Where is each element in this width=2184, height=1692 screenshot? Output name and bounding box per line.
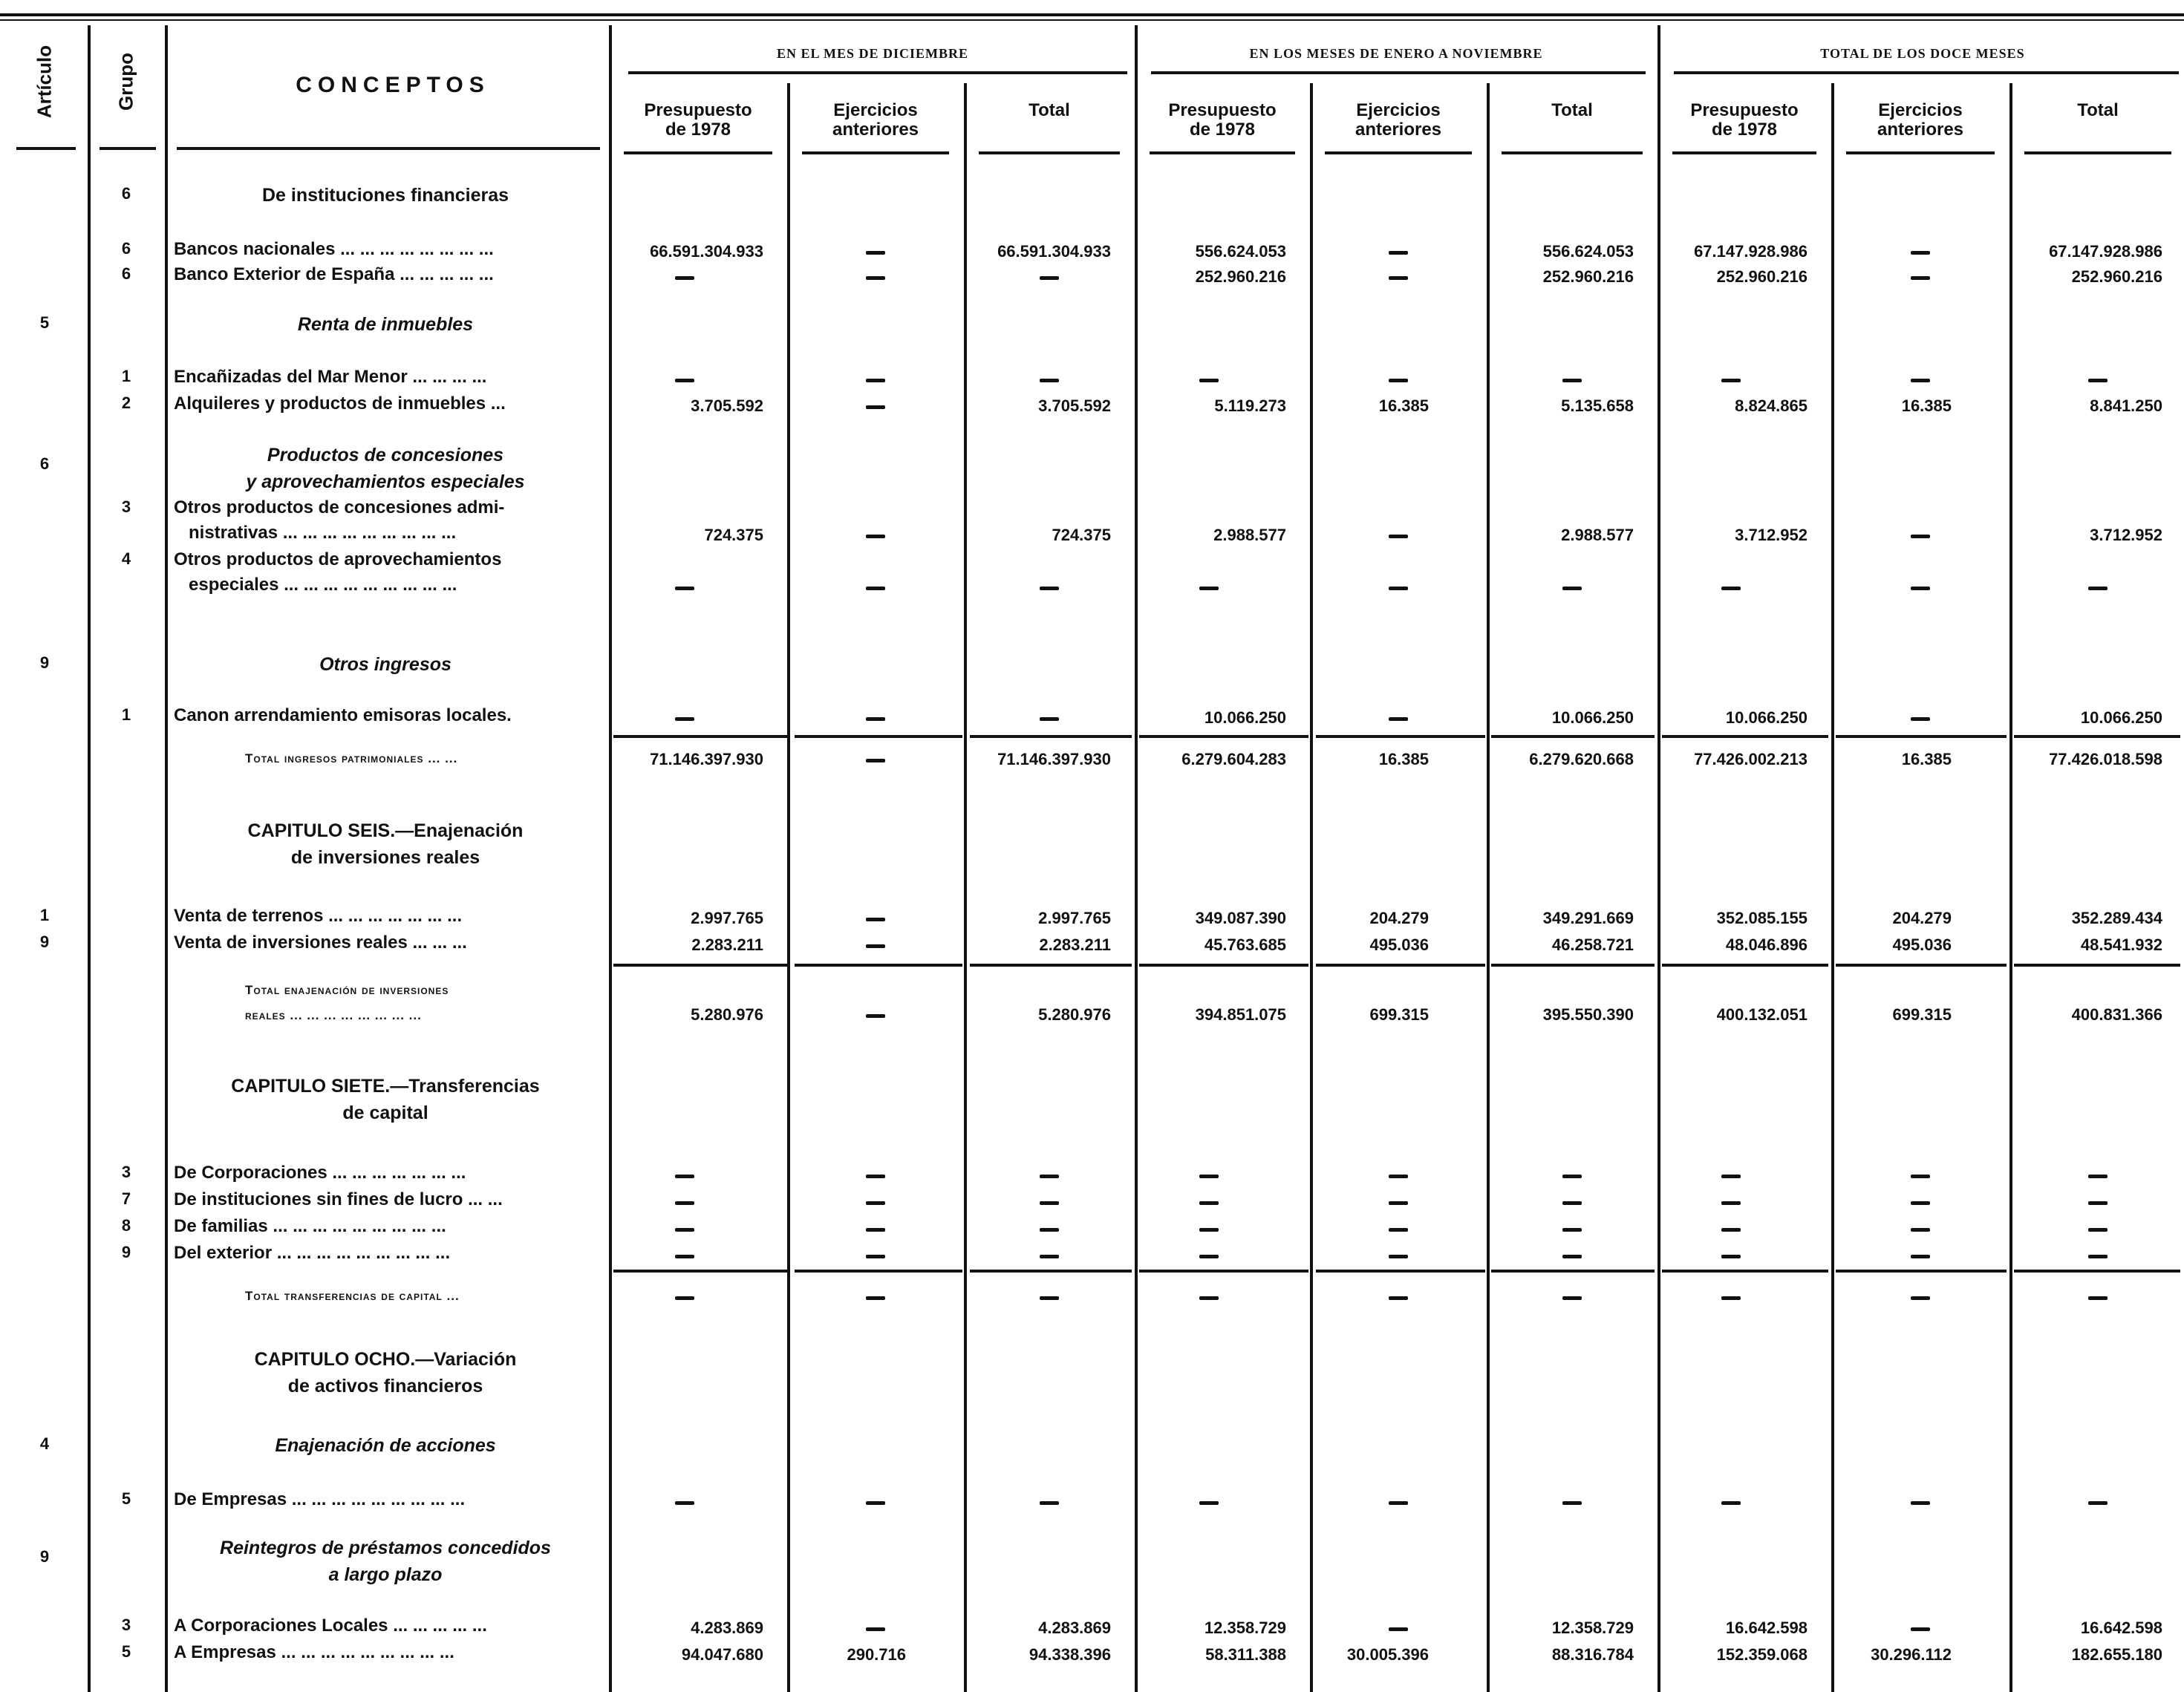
dash-mark [1721, 379, 1741, 382]
dash-mark [866, 379, 885, 382]
grupo-number: 1 [121, 705, 131, 724]
dash-mark [866, 405, 885, 409]
value-cell: 16.642.598 [2080, 1618, 2162, 1637]
value-cell: 58.311.388 [1205, 1645, 1286, 1664]
dash-mark [1721, 1296, 1741, 1300]
value-cell: 71.146.397.930 [997, 750, 1111, 768]
grupo-number: 7 [121, 1189, 131, 1208]
value-cell: 352.085.155 [1716, 909, 1807, 927]
total-rule [1316, 735, 1485, 738]
grupo-number: 3 [121, 1616, 131, 1634]
subheader-underline [802, 151, 949, 154]
concept-label: Alquileres y productos de inmuebles ... [174, 393, 506, 414]
dash-mark [1389, 1175, 1408, 1178]
concept-label: Otros productos de concesiones admi- [174, 497, 505, 517]
col-line [2009, 83, 2012, 1692]
value-cell: 252.960.216 [2071, 267, 2162, 286]
dash-mark [2088, 1228, 2108, 1232]
col-line [1831, 83, 1834, 1692]
value-cell: 8.824.865 [1735, 396, 1807, 415]
grupo-number: 6 [121, 184, 131, 203]
group-underline [1674, 71, 2179, 74]
col-line [165, 25, 168, 1692]
dash-mark [1199, 1201, 1219, 1205]
value-cell: 394.851.075 [1195, 1005, 1286, 1024]
concept-label: Bancos nacionales ... ... ... ... ... ... ... ... [174, 239, 494, 259]
subheader-total: Total [1551, 100, 1593, 120]
dash-mark [1911, 1175, 1930, 1178]
total-rule [970, 735, 1132, 738]
dash-mark [866, 1175, 885, 1178]
total-rule [1662, 1270, 1828, 1273]
value-cell: 71.146.397.930 [650, 750, 763, 768]
dash-mark [1562, 587, 1582, 590]
articulo-number: 5 [39, 313, 50, 332]
value-cell: 252.960.216 [1542, 267, 1634, 286]
dash-mark [1911, 1501, 1930, 1505]
dash-mark [1911, 1255, 1930, 1258]
col-line [964, 83, 967, 1692]
subheader-presupuesto: Presupuesto de 1978 [644, 100, 752, 140]
concept-label: De familias ... ... ... ... ... ... ... ... ... [174, 1216, 446, 1236]
total-rule [1491, 1270, 1655, 1273]
dash-mark [866, 1501, 885, 1505]
dash-mark [1040, 1201, 1059, 1205]
dash-mark [1199, 1296, 1219, 1300]
conceptos-header: CONCEPTOS [296, 73, 490, 97]
group-header-december: EN EL MES DE DICIEMBRE [776, 46, 969, 61]
group-underline [628, 71, 1127, 74]
grupo-number: 1 [121, 367, 131, 385]
dash-mark [1389, 379, 1408, 382]
total-label: Total transferencias de capital ... [245, 1289, 460, 1303]
concept-label: Venta de terrenos ... ... ... ... ... ... ... [174, 906, 463, 926]
concept-label: Del exterior ... ... ... ... ... ... ... ... ... [174, 1243, 451, 1263]
group-underline [1151, 71, 1646, 74]
section-heading: Reintegros de préstamos concedidos [220, 1538, 551, 1558]
dash-mark [2088, 379, 2108, 382]
dash-mark [866, 1228, 885, 1232]
dash-mark [675, 1501, 694, 1505]
dash-mark [1040, 1296, 1059, 1300]
dash-mark [2088, 1201, 2108, 1205]
value-cell: 152.359.068 [1716, 1645, 1807, 1664]
value-cell: 10.066.250 [1204, 708, 1286, 727]
concept-label: De Empresas ... ... ... ... ... ... ... ... ... [174, 1489, 466, 1509]
section-heading: y aprovechamientos especiales [246, 471, 525, 492]
dash-mark [866, 1627, 885, 1631]
dash-mark [1562, 379, 1582, 382]
dash-mark [1389, 251, 1408, 255]
section-heading: CAPITULO SEIS.—Enajenación [247, 820, 524, 841]
dash-mark [1911, 251, 1930, 255]
value-cell: 556.624.053 [1542, 242, 1634, 261]
group-header-jan-nov: EN LOS MESES DE ENERO A NOVIEMBRE [1249, 46, 1543, 61]
concept-label: Otros productos de aprovechamientos [174, 549, 502, 569]
dash-mark [1911, 717, 1930, 721]
subheader-total: Total [2077, 100, 2119, 120]
value-cell: 495.036 [1369, 935, 1429, 954]
dash-mark [675, 1255, 694, 1258]
value-cell: 77.426.002.213 [1694, 750, 1807, 768]
value-cell: 16.642.598 [1725, 1618, 1807, 1637]
articulo-header: Artículo [33, 45, 56, 119]
total-rule [1491, 964, 1655, 967]
value-cell: 10.066.250 [1725, 708, 1807, 727]
section-heading: Productos de concesiones [267, 445, 504, 466]
total-rule [795, 964, 962, 967]
subheader-underline [1846, 151, 1995, 154]
value-cell: 3.712.952 [2090, 526, 2162, 544]
subheader-total: Total [1029, 100, 1070, 120]
section-heading: Otros ingresos [319, 654, 452, 675]
value-cell: 290.716 [847, 1645, 906, 1664]
value-cell: 45.763.685 [1204, 935, 1286, 954]
dash-mark [866, 535, 885, 538]
value-cell: 16.385 [1901, 396, 1952, 415]
value-cell: 400.831.366 [2071, 1005, 2162, 1024]
dash-mark [1721, 587, 1741, 590]
value-cell: 556.624.053 [1195, 242, 1286, 261]
dash-mark [1562, 1255, 1582, 1258]
total-rule [1836, 1270, 2007, 1273]
dash-mark [1911, 535, 1930, 538]
value-cell: 46.258.721 [1551, 935, 1634, 954]
dash-mark [1721, 1255, 1741, 1258]
dash-mark [1911, 1228, 1930, 1232]
dash-mark [1040, 717, 1059, 721]
subheader-underline [979, 151, 1120, 154]
dash-mark [1389, 1296, 1408, 1300]
dash-mark [866, 1201, 885, 1205]
total-rule [613, 735, 789, 738]
value-cell: 12.358.729 [1204, 1618, 1286, 1637]
grupo-number: 5 [121, 1489, 131, 1508]
dash-mark [866, 717, 885, 721]
subheader-underline [1672, 151, 1816, 154]
value-cell: 8.841.250 [2090, 396, 2162, 415]
section-heading: Renta de inmuebles [297, 314, 474, 335]
value-cell: 16.385 [1901, 750, 1952, 768]
dash-mark [866, 944, 885, 948]
value-cell: 724.375 [704, 526, 763, 544]
value-cell: 2.997.765 [691, 909, 763, 927]
dash-mark [866, 251, 885, 255]
subheader-presupuesto: Presupuesto de 1978 [1690, 100, 1799, 140]
value-cell: 400.132.051 [1716, 1005, 1807, 1024]
value-cell: 495.036 [1892, 935, 1952, 954]
dash-mark [1911, 1296, 1930, 1300]
grupo-number: 3 [121, 1163, 131, 1181]
dash-mark [1199, 1175, 1219, 1178]
total-rule [970, 964, 1132, 967]
subheader-ejercicios: Ejercicios anteriores [1877, 100, 1964, 140]
section-heading: de capital [342, 1103, 428, 1123]
dash-mark [1389, 587, 1408, 590]
subheader-ejercicios: Ejercicios anteriores [832, 100, 919, 140]
value-cell: 5.280.976 [1038, 1005, 1111, 1024]
value-cell: 349.087.390 [1195, 909, 1286, 927]
dash-mark [675, 276, 694, 280]
value-cell: 5.280.976 [691, 1005, 763, 1024]
dash-mark [1562, 1175, 1582, 1178]
dash-mark [1562, 1296, 1582, 1300]
articulo-number: 6 [39, 454, 50, 473]
value-cell: 48.046.896 [1725, 935, 1807, 954]
dash-mark [866, 1014, 885, 1018]
articulo-number: 9 [39, 932, 50, 951]
dash-mark [1040, 379, 1059, 382]
dash-mark [1562, 1501, 1582, 1505]
value-cell: 182.655.180 [2071, 1645, 2162, 1664]
section-heading: de inversiones reales [290, 847, 480, 868]
dash-mark [675, 1201, 694, 1205]
dash-mark [1562, 1228, 1582, 1232]
value-cell: 724.375 [1052, 526, 1111, 544]
articulo-number: 9 [39, 653, 50, 672]
dash-mark [1721, 1228, 1741, 1232]
concept-label: Banco Exterior de España ... ... ... ... ... [174, 264, 494, 284]
articulo-number: 1 [39, 906, 50, 924]
col-line [1310, 83, 1313, 1692]
dash-mark [1911, 587, 1930, 590]
group-header-twelve-months: TOTAL DE LOS DOCE MESES [1820, 46, 2025, 61]
concept-label: De Corporaciones ... ... ... ... ... ... ... [174, 1163, 466, 1183]
dash-mark [2088, 1501, 2108, 1505]
top-rule-2 [0, 19, 2184, 21]
dash-mark [675, 1228, 694, 1232]
header-underline [100, 147, 156, 150]
subheader-presupuesto: Presupuesto de 1978 [1168, 100, 1277, 140]
value-cell: 12.358.729 [1551, 1618, 1634, 1637]
total-rule [795, 735, 962, 738]
grupo-number: 5 [121, 1642, 131, 1661]
value-cell: 6.279.604.283 [1181, 750, 1286, 768]
value-cell: 204.279 [1892, 909, 1952, 927]
total-rule [1139, 1270, 1308, 1273]
dash-mark [1721, 1201, 1741, 1205]
dash-mark [1199, 1501, 1219, 1505]
value-cell: 395.550.390 [1542, 1005, 1634, 1024]
value-cell: 699.315 [1892, 1005, 1952, 1024]
dash-mark [2088, 1175, 2108, 1178]
value-cell: 48.541.932 [2080, 935, 2162, 954]
section-heading: a largo plazo [328, 1564, 443, 1585]
section-heading: de activos financieros [287, 1376, 483, 1397]
value-cell: 252.960.216 [1716, 267, 1807, 286]
grupo-number: 3 [121, 497, 131, 516]
dash-mark [866, 1255, 885, 1258]
total-rule [2014, 735, 2180, 738]
value-cell: 10.066.250 [1551, 708, 1634, 727]
value-cell: 3.705.592 [1038, 396, 1111, 415]
total-rule [1836, 735, 2007, 738]
subheader-ejercicios: Ejercicios anteriores [1355, 100, 1442, 140]
dash-mark [1199, 1255, 1219, 1258]
value-cell: 16.385 [1378, 750, 1429, 768]
value-cell: 30.296.112 [1871, 1645, 1952, 1664]
col-line [1487, 83, 1490, 1692]
dash-mark [866, 276, 885, 280]
total-rule [613, 964, 789, 967]
value-cell: 30.005.396 [1346, 1645, 1429, 1664]
concept-label: Encañizadas del Mar Menor ... ... ... ... [174, 367, 487, 387]
total-rule [1139, 964, 1308, 967]
concept-label: nistrativas ... ... ... ... ... ... ... ... ... [189, 523, 457, 543]
header-underline [177, 147, 600, 150]
value-cell: 2.988.577 [1213, 526, 1286, 544]
dash-mark [675, 1296, 694, 1300]
dash-mark [1389, 1501, 1408, 1505]
dash-mark [675, 1175, 694, 1178]
grupo-number: 6 [121, 239, 131, 258]
value-cell: 349.291.669 [1542, 909, 1634, 927]
total-rule [1316, 1270, 1485, 1273]
total-rule [1836, 964, 2007, 967]
value-cell: 10.066.250 [2080, 708, 2162, 727]
articulo-number: 9 [39, 1547, 50, 1566]
dash-mark [1911, 379, 1930, 382]
total-rule [2014, 1270, 2180, 1273]
total-rule [1316, 964, 1485, 967]
grupo-number: 2 [121, 393, 131, 412]
dash-mark [866, 1296, 885, 1300]
value-cell: 94.047.680 [681, 1645, 763, 1664]
grupo-number: 6 [121, 264, 131, 283]
grupo-number: 9 [121, 1243, 131, 1261]
value-cell: 4.283.869 [1038, 1618, 1111, 1637]
value-cell: 3.705.592 [691, 396, 763, 415]
top-rule [0, 13, 2184, 16]
concept-label: De instituciones sin fines de lucro ... ... [174, 1189, 503, 1209]
dash-mark [1040, 1228, 1059, 1232]
section-heading: CAPITULO SIETE.—Transferencias [231, 1076, 540, 1097]
value-cell: 204.279 [1369, 909, 1429, 927]
value-cell: 66.591.304.933 [650, 242, 763, 261]
dash-mark [1389, 1627, 1408, 1631]
dash-mark [1040, 1175, 1059, 1178]
dash-mark [1199, 587, 1219, 590]
dash-mark [1199, 1228, 1219, 1232]
value-cell: 5.119.273 [1214, 396, 1286, 415]
subheader-underline [1150, 151, 1295, 154]
dash-mark [2088, 587, 2108, 590]
dash-mark [1040, 276, 1059, 280]
concept-label: A Empresas ... ... ... ... ... ... ... ... ... [174, 1642, 454, 1662]
dash-mark [866, 918, 885, 921]
dash-mark [675, 379, 694, 382]
subheader-underline [2024, 151, 2171, 154]
concept-label: Canon arrendamiento emisoras locales. [174, 705, 512, 725]
value-cell: 77.426.018.598 [2049, 750, 2162, 768]
concept-label: especiales ... ... ... ... ... ... ... ... ... [189, 575, 457, 595]
dash-mark [1911, 276, 1930, 280]
dash-mark [866, 759, 885, 762]
total-rule [2014, 964, 2180, 967]
dash-mark [1911, 1201, 1930, 1205]
dash-mark [1199, 379, 1219, 382]
dash-mark [1389, 717, 1408, 721]
subheader-underline [1502, 151, 1643, 154]
section-heading: Enajenación de acciones [275, 1435, 496, 1456]
value-cell: 88.316.784 [1551, 1645, 1634, 1664]
articulo-number: 4 [39, 1434, 50, 1453]
section-heading: De instituciones financieras [261, 185, 509, 206]
total-rule [1662, 964, 1828, 967]
dash-mark [1040, 1501, 1059, 1505]
col-line [1657, 25, 1660, 1692]
col-line [1135, 25, 1138, 1692]
value-cell: 3.712.952 [1735, 526, 1807, 544]
value-cell: 699.315 [1369, 1005, 1429, 1024]
dash-mark [1040, 587, 1059, 590]
subheader-underline [624, 151, 772, 154]
dash-mark [1721, 1501, 1741, 1505]
section-heading: CAPITULO OCHO.—Variación [254, 1349, 517, 1370]
header-underline [16, 147, 76, 150]
value-cell: 2.283.211 [691, 935, 763, 954]
dash-mark [1389, 1255, 1408, 1258]
dash-mark [866, 587, 885, 590]
dash-mark [1389, 1201, 1408, 1205]
grupo-header: Grupo [114, 53, 137, 111]
value-cell: 94.338.396 [1029, 1645, 1111, 1664]
dash-mark [1721, 1175, 1741, 1178]
dash-mark [1911, 1627, 1930, 1631]
dash-mark [1389, 1228, 1408, 1232]
value-cell: 2.283.211 [1039, 935, 1111, 954]
total-rule [1139, 735, 1308, 738]
value-cell: 16.385 [1378, 396, 1429, 415]
concept-label: A Corporaciones Locales ... ... ... ... ... [174, 1616, 487, 1636]
total-label: Total ingresos patrimoniales ... ... [245, 751, 458, 765]
value-cell: 352.289.434 [2071, 909, 2162, 927]
value-cell: 6.279.620.668 [1529, 750, 1634, 768]
subheader-underline [1325, 151, 1472, 154]
concept-label: Venta de inversiones reales ... ... ... [174, 932, 467, 953]
dash-mark [675, 587, 694, 590]
grupo-number: 8 [121, 1216, 131, 1235]
col-line [609, 25, 612, 1692]
value-cell: 66.591.304.933 [997, 242, 1111, 261]
dash-mark [1389, 276, 1408, 280]
total-rule [1662, 735, 1828, 738]
dash-mark [675, 717, 694, 721]
dash-mark [2088, 1296, 2108, 1300]
total-label: Total enajenación de inversiones [245, 983, 449, 997]
dash-mark [1389, 535, 1408, 538]
col-line [787, 83, 790, 1692]
value-cell: 252.960.216 [1195, 267, 1286, 286]
value-cell: 2.997.765 [1038, 909, 1111, 927]
total-rule [613, 1270, 789, 1273]
value-cell: 4.283.869 [691, 1618, 763, 1637]
dash-mark [1040, 1255, 1059, 1258]
value-cell: 5.135.658 [1561, 396, 1634, 415]
dash-mark [2088, 1255, 2108, 1258]
total-rule [1491, 735, 1655, 738]
total-rule [795, 1270, 962, 1273]
grupo-number: 4 [121, 549, 131, 568]
total-label: reales ... ... ... ... ... ... ... ... [245, 1008, 422, 1022]
value-cell: 67.147.928.986 [1694, 242, 1807, 261]
value-cell: 67.147.928.986 [2049, 242, 2162, 261]
total-rule [970, 1270, 1132, 1273]
dash-mark [1562, 1201, 1582, 1205]
value-cell: 2.988.577 [1561, 526, 1634, 544]
